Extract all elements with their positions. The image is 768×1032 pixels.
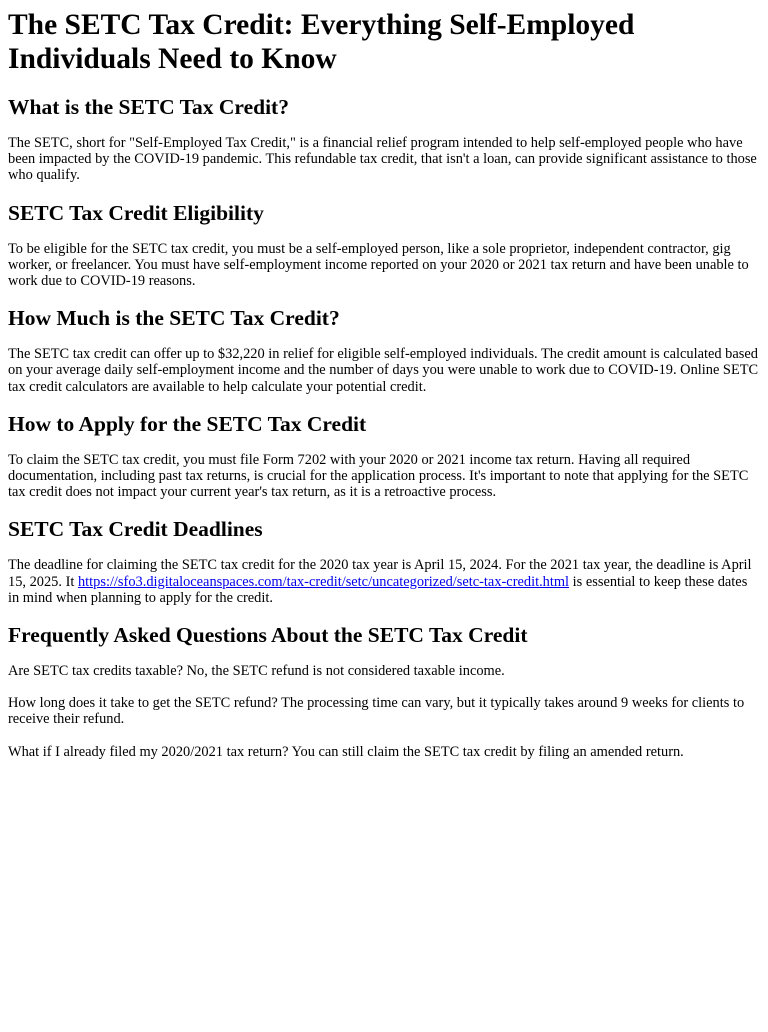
page-title: The SETC Tax Credit: Everything Self-Employed Individuals Need to Know [8,9,635,75]
section-heading-faq: Frequently Asked Questions About the SETC Tax Credit [8,623,528,648]
section-paragraph-eligibility: To be eligible for the SETC tax credit, you must be a self-employed person, like a sole proprietor, independent contractor, gig worker, or freelancer. You must have self-employment income reported on your 2020 or 2021 tax return and have been unable to work due to COVID-19 reasons. [8,240,749,290]
section-faq [8,622,760,760]
section-how-to-apply [8,411,760,501]
section-paragraph-deadlines [8,557,760,606]
article [8,8,760,760]
setc-tax-credit-link[interactable]: https://sfo3.digitaloceanspaces.com/tax-credit/setc/uncategorized/setc-tax-credit.html [77,573,570,590]
section-heading-deadlines: SETC Tax Credit Deadlines [8,517,263,542]
section-heading-how-to-apply: How to Apply for the SETC Tax Credit [8,411,367,436]
section-paragraph-how-to-apply: To claim the SETC tax credit, you must file Form 7202 with your 2020 or 2021 income tax return. Having all required documentation, including past tax returns, is crucial for the application process. It's important to note that applying for the SETC tax credit does not impact your current year's tax return, as it is a retroactive process. [8,451,749,501]
section-heading-eligibility: SETC Tax Credit Eligibility [8,200,264,225]
section-paragraph-how-much: The SETC tax credit can offer up to $32,220 in relief for eligible self-employed individuals. The credit amount is calculated based on your average daily self-employment income and the number of days you were unable to work due to COVID-19. Online SETC tax credit calculators are available to help calculate your potential credit. [8,346,759,395]
section-how-much [8,305,760,395]
faq-item-already-filed: What if I already filed my 2020/2021 tax return? You can still claim the SETC tax credit by filing an amended return. [8,743,684,760]
section-what-is [8,94,760,184]
faq-item-taxable: Are SETC tax credits taxable? No, the SETC refund is not considered taxable income. [8,663,505,680]
deadlines-text-before-link: The deadline for claiming the SETC tax credit for the 2020 tax year is April 15, 2024. For the 2021 tax year, the deadline is April 15, 2025. It [8,557,752,590]
section-deadlines [8,516,760,606]
section-heading-what-is: What is the SETC Tax Credit? [8,95,289,119]
section-eligibility [8,200,760,290]
faq-item-refund-time: How long does it take to get the SETC refund? The processing time can vary, but it typically takes around 9 weeks for clients to receive their refund. [8,695,745,728]
section-heading-how-much: How Much is the SETC Tax Credit? [8,306,340,331]
deadlines-text-after-link: is essential to keep these dates in mind when planning to apply for the credit. [8,573,748,606]
section-paragraph-what-is: The SETC, short for "Self-Employed Tax Credit," is a financial relief program intended to help self-employed people who have been impacted by the COVID-19 pandemic. This refundable tax credit, that isn't a loan, can provide significant assistance to those who qualify. [8,135,757,184]
